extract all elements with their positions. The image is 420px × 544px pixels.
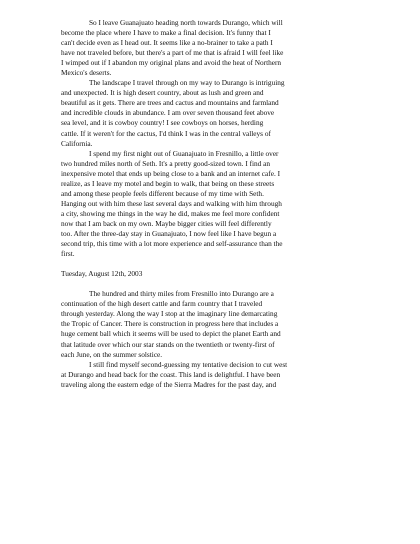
text-line: a city, showing me things in the way he did, makes me feel more confident [61, 208, 280, 218]
blank-line [61, 259, 366, 269]
text-line: and incredible clouds in abundance. I am over seven thousand feet above [61, 108, 275, 118]
text-line: second trip, this time with a lot more experience and self-assurance than the [61, 239, 283, 249]
paragraph [61, 18, 366, 78]
text-line: The hundred and thirty miles from Fresnillo into Durango are a [89, 289, 274, 299]
paragraph [61, 78, 366, 148]
date-heading: Tuesday, August 12th, 2003 [61, 269, 143, 279]
text-line: realize, as I leave my motel and begin to walk, that being on these streets [61, 178, 275, 188]
text-line: I spend my first night out of Guanajuato in Fresnillo, a little over [89, 148, 279, 158]
text-line: too. After the three-day stay in Guanajuato, I now feel like I have begun a [61, 228, 277, 238]
text-line: now that I am back on my own. Maybe bigger cities will feel differently [61, 218, 272, 228]
text-line: at Durango and head back for the coast. This land is delightful. I have been [61, 369, 281, 379]
text-line: each June, on the summer solstice. [61, 349, 163, 359]
text-line: that latitude over which our star stands on the twentieth or twenty-first of [61, 339, 275, 349]
paragraph [61, 289, 366, 359]
text-line: California. [61, 138, 93, 148]
text-line: can't decide even as I head out. It seems like a no-brainer to take a path I [61, 38, 273, 48]
text-line: inexpensive motel that ends up being close to a bank and an internet cafe. I [61, 168, 281, 178]
text-line: two hundred miles north of Seth. It's a pretty good-sized town. I find an [61, 158, 271, 168]
text-line: and unexpected. It is high desert country, about as lush and green and [61, 88, 264, 98]
text-line: continuation of the high desert cattle and farm country that I traveled [61, 299, 263, 309]
blank-line [61, 279, 366, 289]
text-line: I still find myself second-guessing my tentative decision to cut west [89, 359, 288, 369]
text-line: The landscape I travel through on my way to Durango is intriguing [89, 78, 285, 88]
text-line: huge cement ball which it seems will be used to depict the planet Earth and [61, 329, 281, 339]
text-line: beautiful as it gets. There are trees and cactus and mountains and farmland [61, 98, 279, 108]
text-line: become the place where I have to make a final decision. It's funny that I [61, 28, 271, 38]
text-line: Mexico's deserts. [61, 68, 112, 78]
text-line: I wimped out if I abandon my original plans and avoid the heat of Northern [61, 58, 282, 68]
text-line: have not traveled before, but there's a part of me that is afraid I will feel like [61, 48, 284, 58]
text-line: cattle. If it weren't for the cactus, I'd think I was in the central valleys of [61, 128, 271, 138]
text-line: through yesterday. Along the way I stop at the imaginary line demarcating [61, 309, 278, 319]
paragraph [61, 149, 366, 260]
text-line: sea level, and it is cowboy country! I see cowboys on horses, herding [61, 118, 264, 128]
text-line: first. [61, 249, 75, 259]
document-body [61, 18, 366, 390]
text-line: the Tropic of Cancer. There is construction in progress here that includes a [61, 319, 279, 329]
text-line: traveling along the eastern edge of the Sierra Madres for the past day, and [61, 379, 277, 389]
paragraph [61, 360, 366, 390]
text-line: So I leave Guanajuato heading north towards Durango, which will [89, 18, 283, 27]
text-line: Hanging out with him these last several days and walking with him through [61, 198, 282, 208]
text-line: and among these people feels different because of my time with Seth. [61, 188, 264, 198]
